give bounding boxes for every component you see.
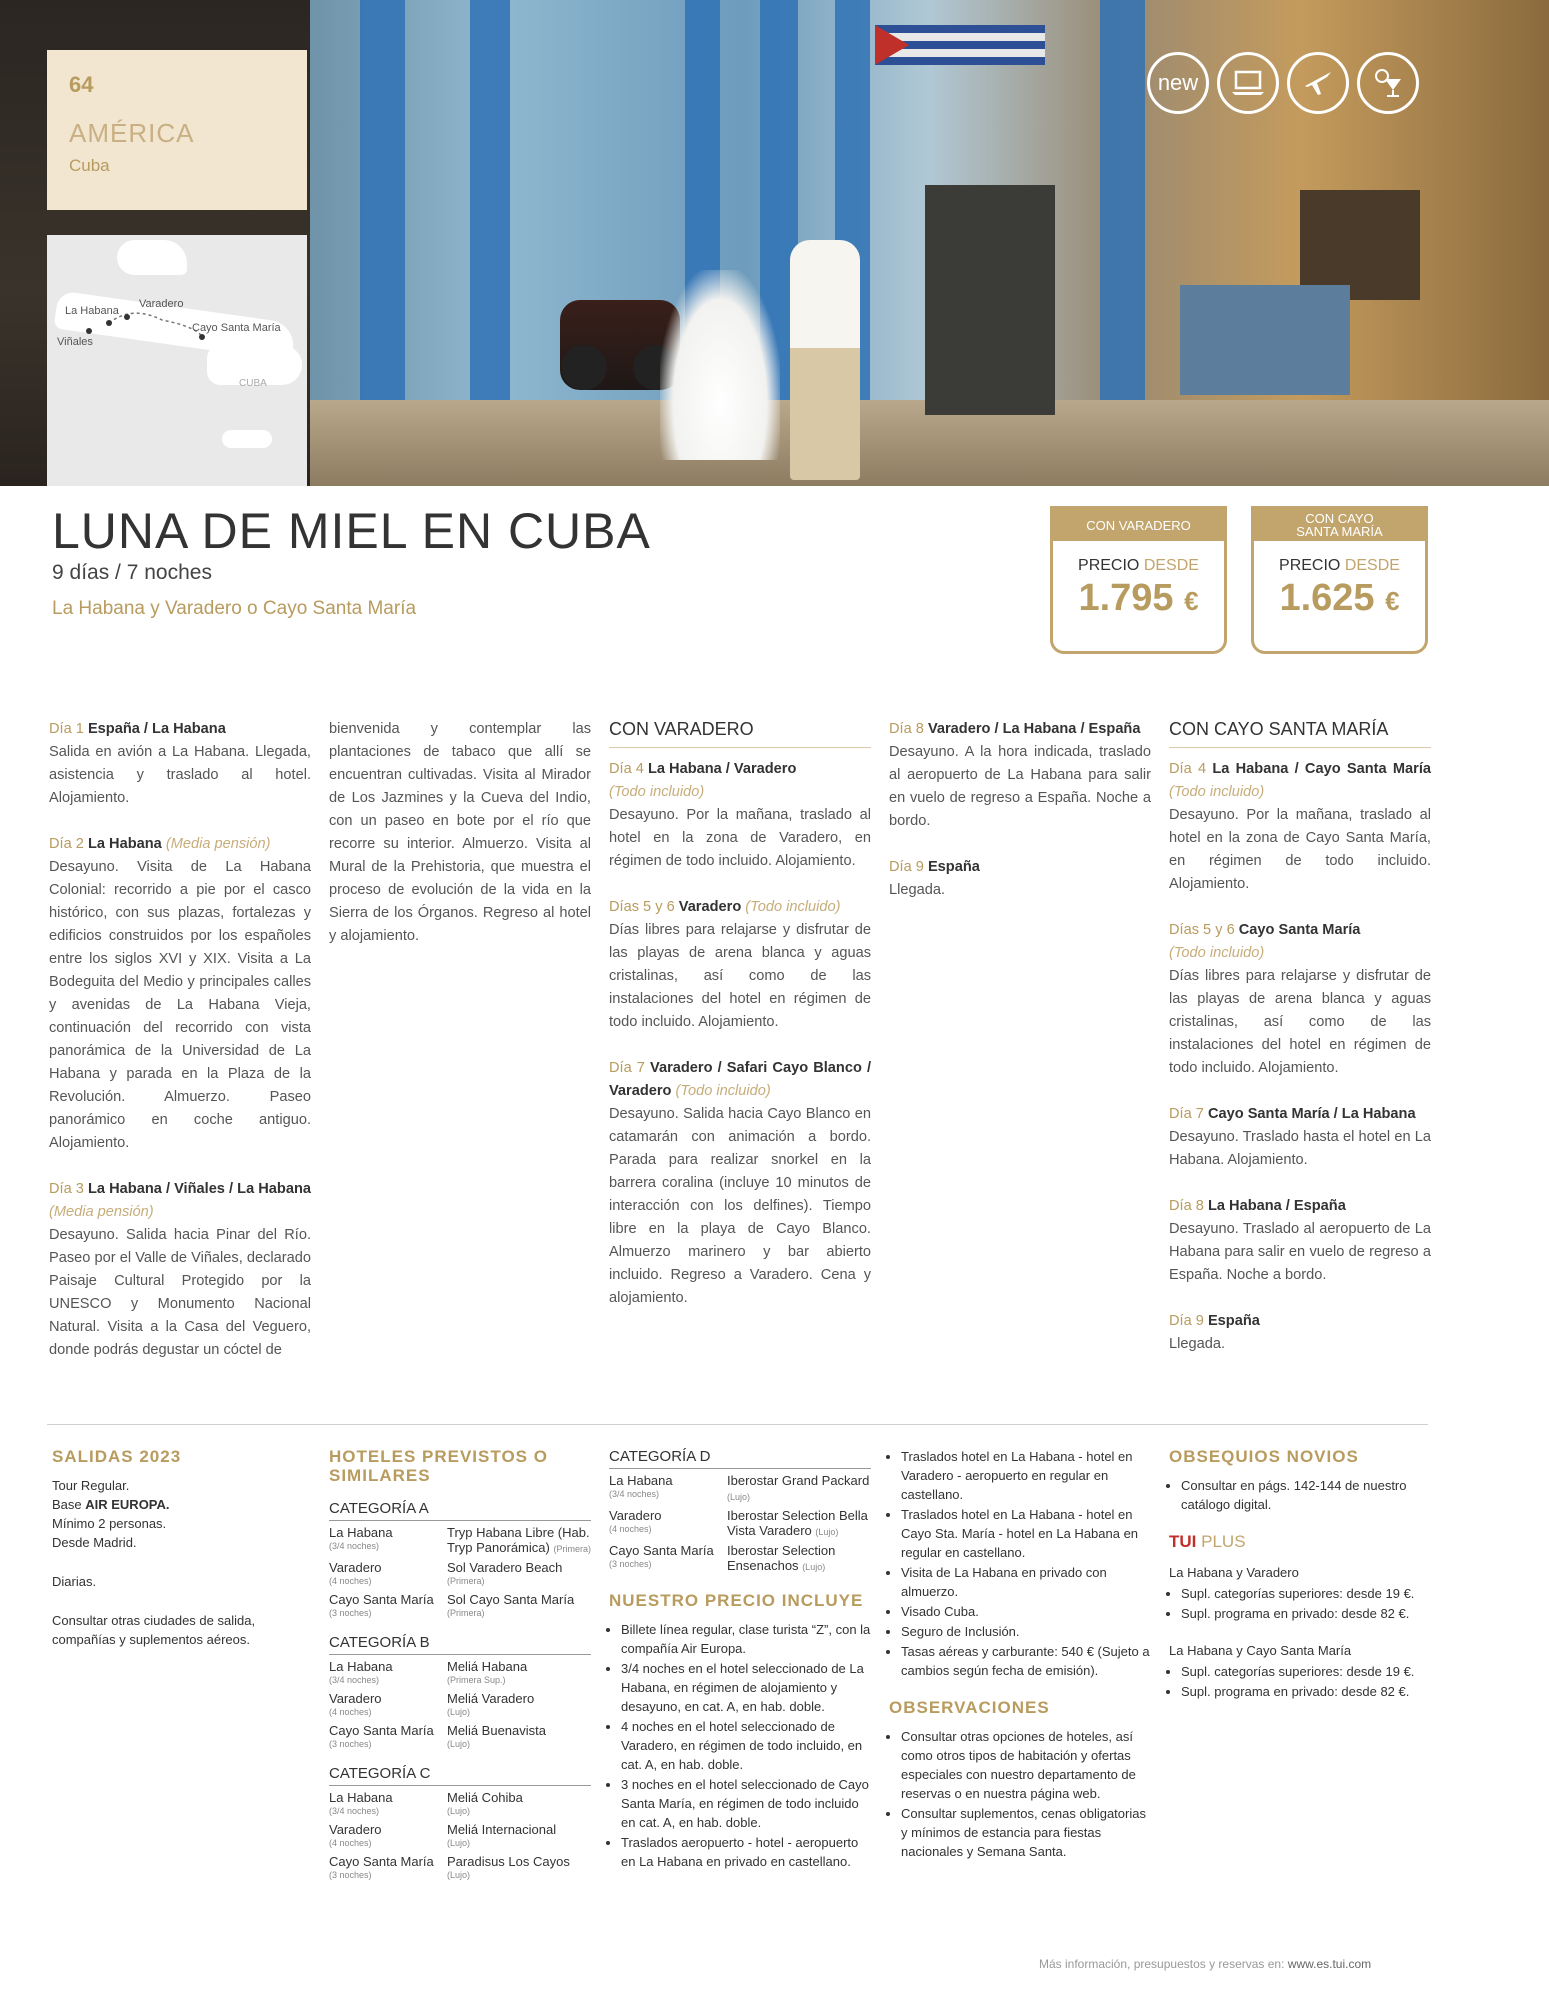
day-entry: Día 9 España Llegada. xyxy=(1169,1313,1260,1352)
obsequios-list xyxy=(1169,1476,1431,1514)
list-item: • Supl. categorías superiores: desde 19 €. xyxy=(1181,1662,1431,1681)
itinerary-column-santa-maria xyxy=(1169,718,1431,1379)
incluye-list xyxy=(609,1620,871,1871)
map-label-cuba: CUBA xyxy=(239,378,267,389)
price-label: PRECIO DESDE xyxy=(1078,557,1199,574)
observaciones-list xyxy=(889,1727,1151,1861)
hotel-row: Cayo Santa María (3 noches) Iberostar Selection Ensenachos (Lujo) xyxy=(609,1543,836,1573)
day-entry: Día 8 Varadero / La Habana / España Desayuno. A la hora indicada, traslado al aeropuerto de La Habana para salir en vuelo de regreso a España. Noche a bordo. xyxy=(889,721,1151,829)
hotel-category xyxy=(329,1633,591,1750)
price-header: CON CAYO SANTA MARÍA xyxy=(1254,509,1425,541)
obsequios-heading: OBSEQUIOS NOVIOS xyxy=(1169,1447,1359,1466)
list-item: • Consultar otras opciones de hoteles, así como otros tipos de habitación y ofertas especiales con nuestro departamento de reservas o en nuestra página web. xyxy=(901,1727,1151,1803)
tui-plus-heading: TUI PLUS xyxy=(1169,1532,1246,1551)
price-label: PRECIO DESDE xyxy=(1279,557,1400,574)
trip-route: La Habana y Varadero o Cayo Santa María xyxy=(52,598,417,619)
day-entry: Día 7 Varadero / Safari Cayo Blanco / Varadero (Todo incluido) Desayuno. Salida hacia Cayo Blanco en catamarán con animación a bordo. Parada para realizar snorkel en la barrera coralina (incluye 10 minutos de interacción con los delfines). Tiempo libre en la playa de Cayo Blanco. Almuerzo marinero y bar abierto incluido. Regreso a Varadero. Cena y alojamiento. xyxy=(609,1060,872,1306)
category-name: CATEGORÍA B xyxy=(329,1633,591,1655)
price-header: CON VARADERO xyxy=(1053,509,1224,541)
feature-icons xyxy=(1147,52,1419,114)
region-name: AMÉRICA xyxy=(69,118,195,148)
price-value: 1.625 € xyxy=(1279,577,1400,619)
street-painting xyxy=(1180,285,1350,395)
map-label-vinales: Viñales xyxy=(57,336,93,348)
new-icon: new xyxy=(1147,52,1209,114)
itinerary-column-1 xyxy=(49,718,311,1385)
incluye-observaciones-column xyxy=(889,1447,1151,1879)
trip-title: LUNA DE MIEL EN CUBA xyxy=(52,503,651,559)
barred-window xyxy=(1300,190,1420,300)
tui-plus-group-title: La Habana y Cayo Santa María xyxy=(1169,1643,1352,1658)
salidas-info: Tour Regular. Base AIR EUROPA. Mínimo 2 personas. Desde Madrid. xyxy=(52,1478,170,1550)
incluye-column xyxy=(609,1447,871,1889)
list-item: • Consultar suplementos, cenas obligatorias y mínimos de estancia para fiestas nacionales y Semana Santa. xyxy=(901,1804,1151,1861)
incluye-list-continued xyxy=(889,1447,1151,1680)
price-box-varadero xyxy=(1050,506,1227,654)
list-item: • Consultar en págs. 142-144 de nuestro catálogo digital. xyxy=(1181,1476,1431,1514)
page-number: 64 xyxy=(69,72,94,97)
section-divider xyxy=(47,1424,1428,1425)
cuban-flag xyxy=(875,25,1045,65)
hotel-category xyxy=(609,1447,871,1573)
catalog-section-box xyxy=(47,50,307,210)
observaciones-heading: OBSERVACIONES xyxy=(889,1698,1050,1717)
price-value: 1.795 € xyxy=(1078,577,1199,619)
list-item: • Visita de La Habana en privado con almuerzo. xyxy=(901,1563,1151,1601)
hoteles-column xyxy=(329,1447,591,1886)
day-entry: Día 7 Cayo Santa María / La Habana Desayuno. Traslado hasta el hotel en La Habana. Alojamiento. xyxy=(1169,1106,1431,1168)
category-name: CATEGORÍA C xyxy=(329,1764,591,1786)
hotel-category xyxy=(329,1764,591,1881)
salidas-frequency: Diarias. xyxy=(52,1574,97,1589)
salidas-heading: SALIDAS 2023 xyxy=(52,1447,182,1466)
itinerary-column-varadero xyxy=(609,718,871,1333)
list-item: • Traslados hotel en La Habana - hotel en Cayo Sta. María - hotel en La Habana en regular en castellano. xyxy=(901,1505,1151,1562)
trip-duration: 9 días / 7 noches xyxy=(52,561,212,584)
blue-wall-stripe xyxy=(1100,0,1145,400)
map-label-cayo-santa-maria: Cayo Santa María xyxy=(192,322,281,334)
incluye-heading: NUESTRO PRECIO INCLUYE xyxy=(609,1591,864,1610)
day-entry: Días 5 y 6 Cayo Santa María (Todo incluido) Días libres para relajarse y disfrutar de las playas de arena blanca y aguas cristalinas, así como de las instalaciones del hotel en régimen de todo incluido. Alojamiento. xyxy=(1169,922,1431,1076)
list-item: • Supl. programa en privado: desde 82 €. xyxy=(1181,1604,1431,1623)
hotel-row: Varadero (4 noches) Meliá Varadero (Lujo) xyxy=(329,1691,535,1717)
tui-plus-group xyxy=(1169,1563,1431,1623)
tui-plus-group-title: La Habana y Varadero xyxy=(1169,1565,1299,1580)
blue-wall-stripe xyxy=(470,0,510,400)
hoteles-heading: HOTELES PREVISTOS O SIMILARES xyxy=(329,1447,548,1485)
day-entry: Día 4 La Habana / Cayo Santa María (Todo incluido) Desayuno. Por la mañana, traslado al hotel en la zona de Cayo Santa María, en régimen de todo incluido. Alojamiento. xyxy=(1169,761,1431,892)
metal-door xyxy=(925,185,1055,415)
groom-figure xyxy=(790,240,860,480)
varadero-heading: CON VARADERO xyxy=(609,718,871,748)
laptop-icon xyxy=(1217,52,1279,114)
salidas-note: Consultar otras ciudades de salida, compañías y suplementos aéreos. xyxy=(52,1613,256,1647)
blue-wall-stripe xyxy=(360,0,405,400)
hotel-row: Varadero (4 noches) Sol Varadero Beach (Primera) xyxy=(329,1560,563,1586)
list-item: • 4 noches en el hotel seleccionado de Varadero, en régimen de todo incluido, en cat. A, en hab. doble. xyxy=(621,1717,871,1774)
hotel-row: La Habana (3/4 noches) Iberostar Grand Packard (Lujo) xyxy=(609,1473,870,1502)
day-entry: Día 1 España / La Habana Salida en avión a La Habana. Llegada, asistencia y traslado al hotel. Alojamiento. xyxy=(49,721,311,806)
website-link[interactable]: www.es.tui.com xyxy=(1287,1957,1372,1971)
itinerary-column-2 xyxy=(329,718,591,971)
day-entry-continued: bienvenida y contemplar las plantaciones de tabaco que allí se encuentran cultivadas. Visita al Mirador de Los Jazmines y la Cueva del Indio, con un paseo en bote por el río que recorre su interior. Almuerzo. Visita al Mural de la Prehistoria, que muestra el proceso de evolución de la vida en la Sierra de los Órganos. Regreso al hotel y alojamiento. xyxy=(329,721,591,944)
hotel-row: Varadero (4 noches) Meliá Internacional (Lujo) xyxy=(329,1822,557,1848)
plane-icon xyxy=(1287,52,1349,114)
tui-plus-group xyxy=(1169,1641,1431,1701)
day-entry: Días 5 y 6 Varadero (Todo incluido) Días libres para relajarse y disfrutar de las playas de arena blanca y aguas cristalinas, así como de las instalaciones del hotel en régimen de todo incluido. Alojamiento. xyxy=(609,899,871,1030)
day-entry: Día 4 La Habana / Varadero (Todo incluido) Desayuno. Por la mañana, traslado al hotel en la zona de Varadero, en régimen de todo incluido. Alojamiento. xyxy=(609,761,871,869)
obsequios-column xyxy=(1169,1447,1431,1719)
list-item: • Supl. categorías superiores: desde 19 €. xyxy=(1181,1584,1431,1603)
price-box-santa-maria xyxy=(1251,506,1428,654)
hotel-row: Varadero (4 noches) Iberostar Selection Bella Vista Varadero (Lujo) xyxy=(609,1508,868,1538)
list-item: • Traslados hotel en La Habana - hotel en Varadero - aeropuerto en regular en castellano. xyxy=(901,1447,1151,1504)
day-entry: Día 8 La Habana / España Desayuno. Traslado al aeropuerto de La Habana para salir en vuelo de regreso a España. Noche a bordo. xyxy=(1169,1198,1431,1283)
hotel-category xyxy=(329,1499,591,1619)
list-item: • Traslados aeropuerto - hotel - aeropuerto en La Habana en privado en castellano. xyxy=(621,1833,871,1871)
hotel-row: Cayo Santa María (3 noches) Paradisus Los Cayos (Lujo) xyxy=(329,1854,570,1880)
map-label-la-habana: La Habana xyxy=(65,305,119,317)
hotel-row: La Habana (3/4 noches) Meliá Habana (Primera Sup.) xyxy=(329,1659,528,1685)
tui-plus-list xyxy=(1169,1662,1431,1701)
list-item: • 3/4 noches en el hotel seleccionado de La Habana, en régimen de alojamiento y desayuno, en cat. A, en hab. doble. xyxy=(621,1659,871,1716)
list-item: • Tasas aéreas y carburante: 540 € (Sujeto a cambios según fecha de emisión). xyxy=(901,1642,1151,1680)
hotel-row: La Habana (3/4 noches) Tryp Habana Libre (Hab. Tryp Panorámica) (Primera) xyxy=(329,1525,591,1555)
map-label-varadero: Varadero xyxy=(139,298,184,310)
tui-plus-list xyxy=(1169,1584,1431,1623)
santa-maria-heading: CON CAYO SANTA MARÍA xyxy=(1169,718,1431,748)
list-item: • Billete línea regular, clase turista “Z”, con la compañía Air Europa. xyxy=(621,1620,871,1658)
bride-figure xyxy=(660,270,780,460)
hotel-row: Cayo Santa María (3 noches) Sol Cayo Santa María (Primera) xyxy=(329,1592,575,1618)
category-name: CATEGORÍA D xyxy=(609,1447,871,1469)
country-name: Cuba xyxy=(69,156,110,175)
cocktail-icon xyxy=(1357,52,1419,114)
day-entry: Día 2 La Habana (Media pensión) Desayuno. Visita de La Habana Colonial: recorrido a pie por el casco histórico, con sus plazas, fortalezas y edificios construidos por los españoles entre los siglos XVI y XIX. Visita a La Bodeguita del Medio y principales calles y avenidas de La Habana Vieja, continuación del recorrido con vista panorámica de la Universidad de La Habana y parada en la Plaza de la Revolución. Almuerzo. Paseo panorámico en coche antiguo. Alojamiento. xyxy=(49,836,311,1151)
route-map xyxy=(47,235,307,486)
day-entry: Día 9 España Llegada. xyxy=(889,859,980,898)
list-item: • Seguro de Inclusión. xyxy=(901,1622,1151,1641)
list-item: • Supl. programa en privado: desde 82 €. xyxy=(1181,1682,1431,1701)
page-footer: Más información, presupuestos y reservas en: www.es.tui.com xyxy=(1039,1957,1372,1971)
day-entry: Día 3 La Habana / Viñales / La Habana (Media pensión) Desayuno. Salida hacia Pinar del Río. Paseo por el Valle de Viñales, declarado Paisaje Cultural Protegido por la UNESCO y Monumento Nacional Natural. Visita a la Casa del Veguero, donde podrás degustar un cóctel de xyxy=(49,1181,311,1358)
list-item: • Visado Cuba. xyxy=(901,1602,1151,1621)
salidas-column xyxy=(52,1447,314,1669)
route-line xyxy=(47,235,307,486)
hotel-row: La Habana (3/4 noches) Meliá Cohiba (Lujo) xyxy=(329,1790,523,1816)
category-name: CATEGORÍA A xyxy=(329,1499,591,1521)
hotel-row: Cayo Santa María (3 noches) Meliá Buenavista (Lujo) xyxy=(329,1723,546,1749)
list-item: • 3 noches en el hotel seleccionado de Cayo Santa María, en régimen de todo incluido en cat. A, en hab. doble. xyxy=(621,1775,871,1832)
itinerary-column-4 xyxy=(889,718,1151,925)
